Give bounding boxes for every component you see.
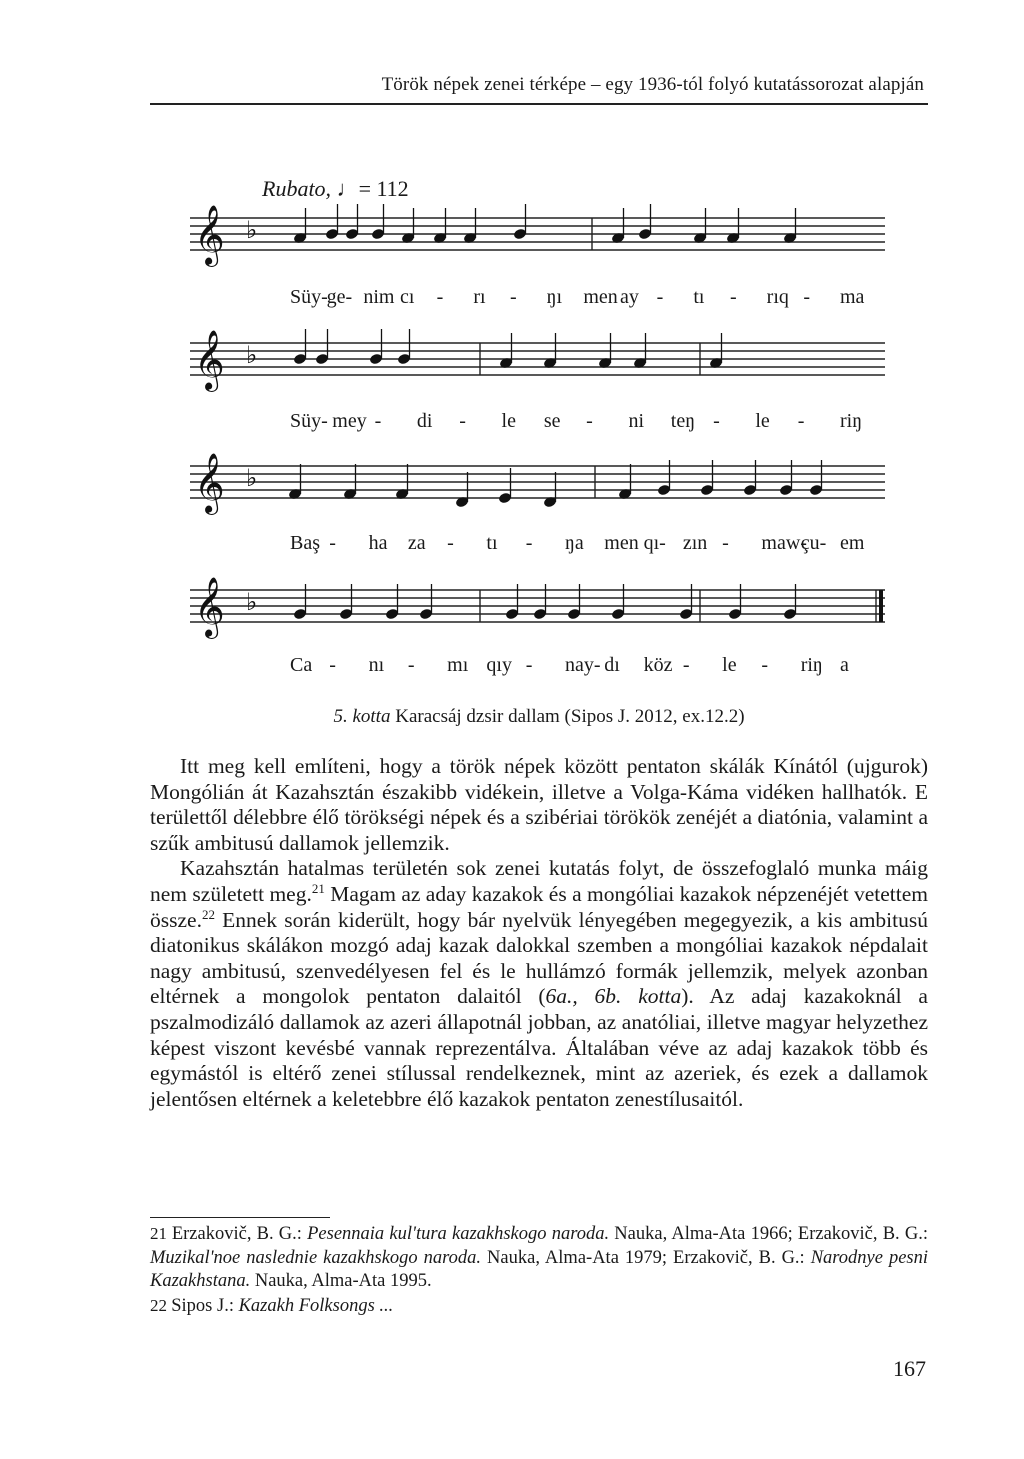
footnote-title: Muzikal'noe naslednie kazakhskogo naroda. xyxy=(150,1247,482,1268)
lyric-syllable: - xyxy=(586,410,593,432)
lyric-syllable: za xyxy=(407,532,426,554)
tempo-text: Rubato, xyxy=(262,176,332,201)
tempo-value: = 112 xyxy=(358,176,409,201)
lyric-syllable: Ca xyxy=(290,654,313,676)
lyric-syllable: ni xyxy=(628,410,645,432)
treble-clef-icon: 𝄞 xyxy=(194,330,225,390)
footnote-number: 22 xyxy=(150,1295,172,1315)
final-bar-line xyxy=(879,590,883,622)
lyric-syllable: Süy- xyxy=(290,286,328,308)
lyric-syllable: nim xyxy=(363,286,395,308)
music-score xyxy=(0,0,1024,700)
lyric-syllable: Baş xyxy=(290,532,320,554)
lyric-syllable: em xyxy=(840,532,865,554)
footnote-ref-22[interactable]: 22 xyxy=(201,906,215,922)
running-header: Török népek zenei térképe – egy 1936-tól folyó kutatássorozat alapján xyxy=(381,74,924,95)
flat-icon: ♭ xyxy=(246,464,258,492)
score-reference: 6a., 6b. kotta xyxy=(545,984,682,1009)
lyric-syllable: - xyxy=(329,654,336,676)
caption-text: Karacsáj dzsir dallam (Sipos J. 2012, ex.12.2) xyxy=(395,706,745,727)
lyric-syllable: zın xyxy=(682,532,708,554)
lyric-syllable: qıy xyxy=(486,654,512,676)
lyric-syllable: dı xyxy=(604,654,620,676)
footnote-rule xyxy=(150,1217,330,1218)
footnote-title: Narodnye pesni Kazakhstana. xyxy=(150,1247,929,1291)
footnote-text: Sipos J.: xyxy=(171,1295,239,1316)
paragraph-2-part-a: Kazahsztán hatalmas területén sok zenei kutatás folyt, de összefoglaló munka máig nem született meg. xyxy=(150,856,928,906)
footnote-text: Nauka, Alma-Ata 1966; Erzakovič, B. G.: xyxy=(609,1224,928,1244)
lyric-syllable: le xyxy=(755,410,770,432)
lyric-syllable: - xyxy=(459,410,466,432)
lyric-syllable: tı xyxy=(693,286,705,308)
lyric-syllable: cı xyxy=(400,286,415,308)
lyric-syllable: çu- xyxy=(800,532,827,554)
footnote-title: Kazakh Folksongs ... xyxy=(238,1295,394,1316)
footnote-number: 21 xyxy=(150,1224,172,1243)
lyric-syllable: - xyxy=(510,286,517,308)
lyric-syllable: nay- xyxy=(565,654,601,676)
paragraph-2-part-d: ). Az adaj kazakoknál a pszalmodizáló dallamok az azeri állapotnál jobban, az anatóliai, illetve magyar helyzethez képest viszont kevésbé vannak reprezentálva. Általában véve az adaj kazakok több és egymástól is eltérő zenei stílussal rendelkeznek, mint az azeriek, és ezek a dallamok jelentősen eltérnek a keletebbre élő kazakok pentaton zenestílusaitól. xyxy=(150,984,928,1111)
lyric-syllable: le xyxy=(501,410,516,432)
lyric-syllable: - xyxy=(730,286,737,308)
lyric-syllable: rı xyxy=(473,286,486,308)
lyric-syllable: ge- xyxy=(326,286,353,308)
paragraph-2-part-c: Ennek során kiderült, hogy bár nyelvük lényegében megegyezik, a kis ambitusú diatonikus skálákon mozgó adaj kazak dalokkal szemben a mongóliai kazakok népdalait nagy ambitusú, szenvedélyesen fel és le hullámzó formák jellemzik, melyek azonban eltérnek a mongolok pentaton dalaitól ( xyxy=(150,907,928,1009)
flat-icon: ♭ xyxy=(246,216,258,244)
lyric-syllable: se xyxy=(543,410,561,432)
paragraph-2-part-b: Magam az aday kazakok és a mongóliai kazakok népzenéjét vetettem össze. xyxy=(150,881,928,932)
lyric-syllable: mı xyxy=(447,654,469,676)
lyric-syllable: - xyxy=(525,654,533,676)
lyric-syllable: ma xyxy=(840,286,865,308)
lyric-syllable: a xyxy=(840,654,849,676)
lyric-syllable: - xyxy=(803,286,810,308)
footnote-title: Pesennaia kul'tura kazakhskogo naroda. xyxy=(307,1224,610,1244)
lyric-syllable: rıq xyxy=(766,286,789,308)
lyric-syllable: tı xyxy=(486,532,498,554)
lyric-syllable: ŋa xyxy=(565,532,584,554)
paragraph-2 xyxy=(150,856,928,1112)
lyric-syllable: qı- xyxy=(643,532,666,554)
lyric-syllable: le xyxy=(722,654,737,676)
lyric-syllable: - xyxy=(525,532,533,554)
lyric-syllable: - xyxy=(797,410,805,432)
lyric-syllable: - xyxy=(656,286,664,308)
lyric-syllable: - xyxy=(329,532,336,554)
lyric-syllable: riŋ xyxy=(800,654,823,676)
flat-icon: ♭ xyxy=(246,341,258,369)
treble-clef-icon: 𝄞 xyxy=(194,205,225,265)
footnote-ref-21[interactable]: 21 xyxy=(311,880,325,896)
lyric-syllable: köz xyxy=(643,654,673,676)
lyric-syllable: - xyxy=(447,532,454,554)
quarter-note-icon: ♩ xyxy=(336,176,359,201)
body-text xyxy=(150,754,928,1112)
lyric-syllable: ŋı xyxy=(546,286,563,308)
lyric-syllable: - xyxy=(761,654,769,676)
footnote-text: Nauka, Alma-Ata 1995. xyxy=(250,1271,432,1291)
lyric-syllable: - xyxy=(436,286,444,308)
lyric-syllable: men xyxy=(583,286,618,308)
lyric-syllable: mey xyxy=(332,410,367,432)
footnotes xyxy=(150,1222,928,1318)
footnote-text: Nauka, Alma-Ata 1979; Erzakovič, B. G.: xyxy=(481,1247,811,1268)
lyric-syllable: ha xyxy=(368,532,388,554)
lyric-syllable: riŋ xyxy=(840,410,863,432)
lyric-syllable: - xyxy=(713,410,720,432)
figure-caption xyxy=(150,706,928,728)
lyric-syllable: - xyxy=(722,532,729,554)
treble-clef-icon: 𝄞 xyxy=(194,453,225,513)
lyric-syllable: nı xyxy=(368,654,385,676)
lyric-syllable: teŋ xyxy=(670,410,696,432)
lyric-syllable: - xyxy=(682,654,690,676)
lyric-syllable: - xyxy=(407,654,415,676)
caption-label: 5. kotta xyxy=(333,706,391,727)
footnote-22 xyxy=(150,1294,928,1319)
lyric-syllable: maw- xyxy=(761,532,807,554)
lyric-syllable: ay xyxy=(620,286,639,308)
lyric-syllable: Süy- xyxy=(290,410,328,432)
footnote-text: Erzakovič, B. G.: xyxy=(171,1224,308,1244)
page-number: 167 xyxy=(893,1356,926,1381)
lyric-syllable: - xyxy=(374,410,382,432)
paragraph-1: Itt meg kell említeni, hogy a török népek között pentaton skálák Kínától (ujgurok) Mongólián át Kazahsztán északibb vidékein, illetve a Volga-Káma vidéken hallhatók. E területtől délebbre élő törökségi népek és a szibériai törökök zenéjét a diatónia, valamint a szűk ambitusú dallamok jellemzik. xyxy=(150,754,928,855)
treble-clef-icon: 𝄞 xyxy=(194,577,225,637)
flat-icon: ♭ xyxy=(246,588,258,616)
footnote-21 xyxy=(150,1222,928,1294)
lyric-syllable: men xyxy=(604,532,639,554)
lyric-syllable: di xyxy=(416,410,433,432)
